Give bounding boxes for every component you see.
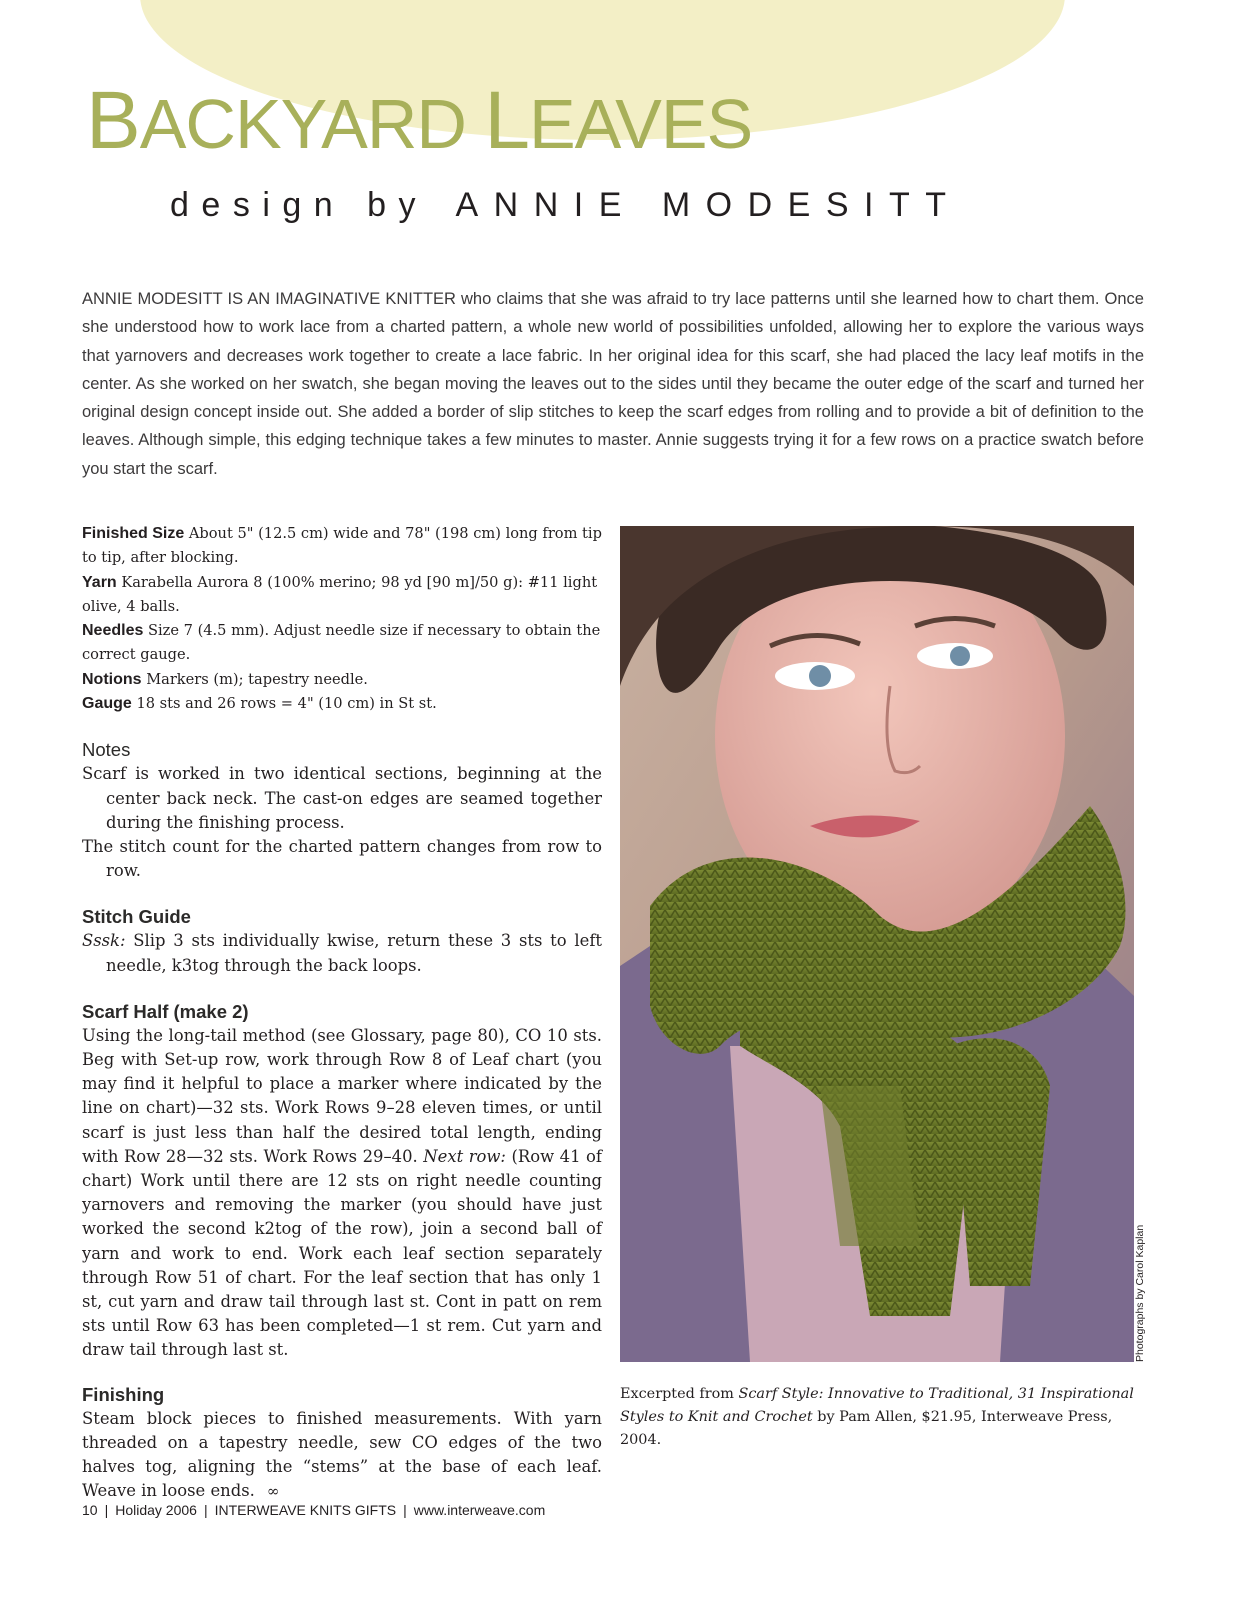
note-item: Scarf is worked in two identical sections, beginning at the center back neck. The cast-on edges are seamed together during the finishing process.	[82, 764, 602, 832]
issue: Holiday 2006	[115, 1502, 197, 1518]
spec-yarn: Yarn Karabella Aurora 8 (100% merino; 98 yd [90 m]/50 g): #11 light olive, 4 balls.	[82, 573, 598, 615]
finishing-heading: Finishing	[82, 1383, 165, 1405]
photo-caption: Excerpted from Scarf Style: Innovative to Traditional, 31 Inspirational Styles to Knit and Crochet by Pam Allen, $21.95, Interweave Press, 2004.	[620, 1386, 1134, 1448]
book-title: Scarf Style: Innovative to Traditional, 31 Inspirational Styles to Knit and Crochet	[620, 1386, 1134, 1425]
photo-credit: Photographs by Carol Kaplan	[1134, 1224, 1146, 1362]
spec-gauge: Gauge 18 sts and 26 rows = 4" (10 cm) in St st.	[82, 695, 437, 713]
designer-name: ANNIE MODESITT	[455, 186, 962, 224]
website-link[interactable]: www.interweave.com	[413, 1502, 546, 1518]
scarf-half-heading: Scarf Half (make 2)	[82, 1000, 249, 1022]
pattern-specs	[82, 522, 602, 716]
spec-notions: Notions Markers (m); tapestry needle.	[82, 670, 368, 688]
stitch-guide-entry: Sssk: Slip 3 sts individually kwise, return these 3 sts to left needle, k3tog through the back loops.	[82, 931, 602, 975]
spec-needles: Needles Size 7 (4.5 mm). Adjust needle size if necessary to obtain the correct gauge.	[82, 622, 601, 664]
article-title	[86, 75, 753, 166]
end-mark-icon: ∞	[266, 1482, 280, 1501]
title-word: LEAVES	[484, 75, 753, 166]
page-footer: 10 | Holiday 2006 | INTERWEAVE KNITS GIFTS | www.interweave.com	[82, 1502, 546, 1518]
byline	[170, 188, 962, 222]
finishing-instructions: Steam block pieces to finished measurements. With yarn threaded on a tapestry needle, sew CO edges of the two halves tog, aligning the “stems” at the base of each leaf. Weave in loose ends. ∞	[82, 1408, 602, 1501]
pattern-column	[82, 522, 602, 1503]
publication: INTERWEAVE KNITS GIFTS	[214, 1502, 397, 1518]
byline-lead: design by	[170, 186, 429, 224]
page-number: 10	[82, 1502, 98, 1518]
intro-paragraph: ANNIE MODESITT IS AN IMAGINATIVE KNITTER who claims that she was afraid to try lace patterns until she learned how to chart them. Once she understood how to work lace from a charted pattern, a whole new world of possibilities unfolded, allowing her to explore the various ways that yarnovers and decreases work together to create a lace fabric. In her original idea for this scarf, she had placed the lacy leaf motifs in the center. As she worked on her swatch, she began moving the leaves out to the sides until they became the outer edge of the scarf and turned her original design concept inside out. She added a border of slip stitches to keep the scarf edges from rolling and to provide a bit of definition to the leaves. Although simple, this edging technique takes a few minutes to master. Annie suggests trying it for a few rows on a practice swatch before you start the scarf.	[82, 290, 1144, 478]
scarf-photo	[620, 526, 1134, 1362]
scarf-half-instructions: Using the long-tail method (see Glossary, page 80), CO 10 sts. Beg with Set-up row, work through Row 8 of Leaf chart (you may find it helpful to place a marker where indicated by the line on chart)—32 sts. Work Rows 9–28 eleven times, or until scarf is just less than half the desired total length, ending with Row 28—32 sts. Work Rows 29–40. Next row: (Row 41 of chart) Work until there are 12 sts on right needle counting yarnovers and removing the marker (you should have just worked the second k2tog of the row), join a second ball of yarn and work to end. Work each leaf section separately through Row 51 of chart. For the leaf section that has only 1 st, cut yarn and draw tail through last st. Cont in patt on rem sts until Row 63 has been completed—1 st rem. Cut yarn and draw tail through last st.	[82, 1025, 602, 1360]
stitch-term: Sssk:	[82, 931, 126, 951]
title-word: BACKYARD	[86, 75, 466, 166]
spec-finished-size: Finished Size About 5" (12.5 cm) wide and 78" (198 cm) long from tip to tip, after blocking.	[82, 525, 602, 567]
note-item: The stitch count for the charted pattern changes from row to row.	[82, 836, 602, 881]
notes-heading: Notes	[82, 739, 131, 761]
stitch-guide-heading: Stitch Guide	[82, 906, 191, 928]
